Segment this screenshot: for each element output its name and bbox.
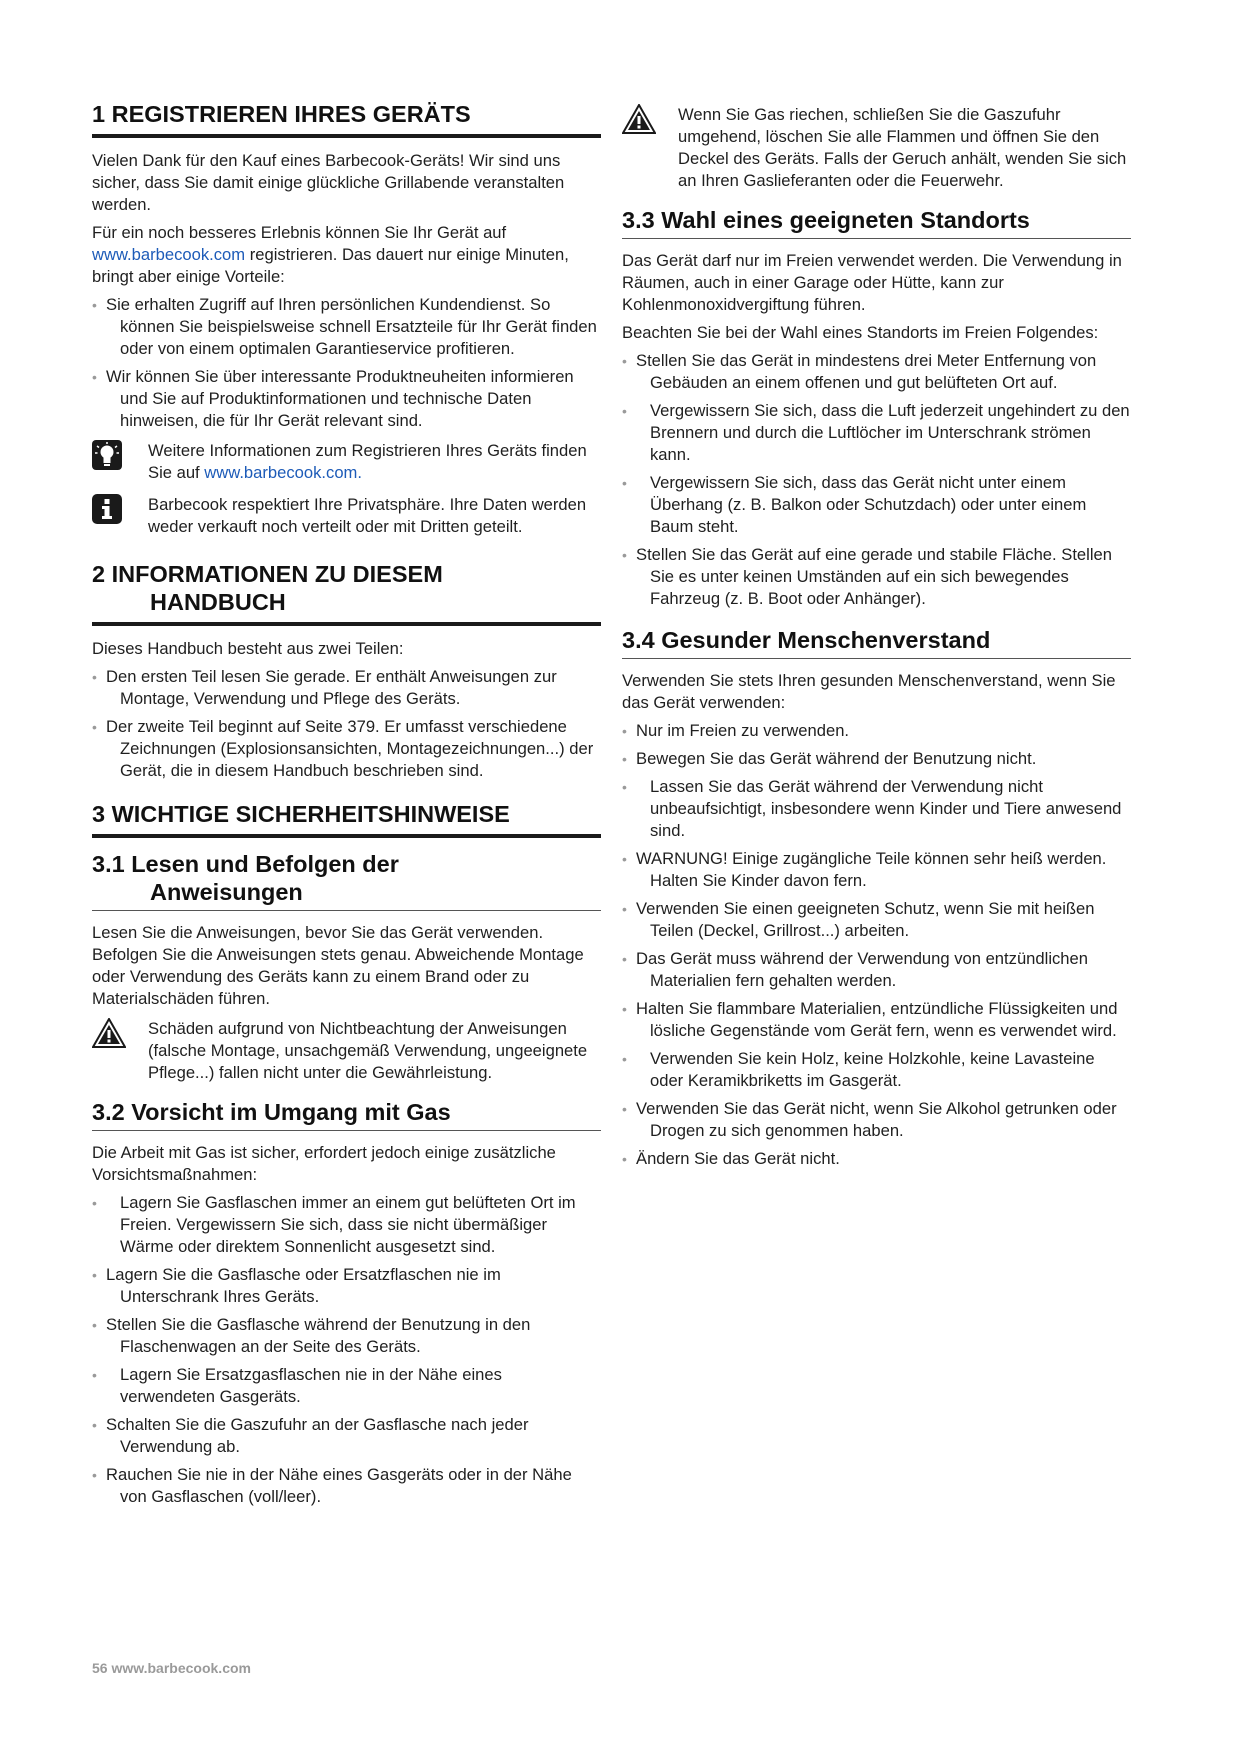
list-item: • Der zweite Teil beginnt auf Seite 379. Er umfasst verschiedene Zeichnungen (Explosionsansichten, Montagezeichnungen...) der Gerät, die in diesem Handbuch beschrieben sind. bbox=[92, 717, 594, 780]
section-3-4-paragraph: Verwenden Sie stets Ihren gesunden Menschenverstand, wenn Sie das Gerät verwenden: bbox=[622, 671, 1116, 712]
list-item: • WARNUNG! Einige zugängliche Teile können sehr heiß werden. Halten Sie Kinder davon fern. bbox=[622, 849, 1107, 890]
list-item: • Verwenden Sie einen geeigneten Schutz, wenn Sie mit heißen Teilen (Deckel, Grillrost...) arbeiten. bbox=[622, 899, 1095, 940]
register-paragraph bbox=[92, 222, 601, 288]
barbecook-link[interactable]: www.barbecook.com. bbox=[204, 463, 362, 482]
section-3-heading: 3 WICHTIGE SICHERHEITSHINWEISE bbox=[92, 801, 510, 827]
section-2-heading: 2 INFORMATIONEN ZU DIESEM HANDBUCH bbox=[92, 561, 443, 615]
list-item: • Lagern Sie Ersatzgasflaschen nie in der Nähe eines verwendeten Gasgeräts. bbox=[92, 1365, 502, 1406]
list-item: • Rauchen Sie nie in der Nähe eines Gasgeräts oder in der Nähe von Gasflaschen (voll/leer). bbox=[92, 1465, 572, 1506]
register-text: Für ein noch besseres Erlebnis können Sie Ihr Gerät auf bbox=[92, 223, 507, 242]
heading-rule bbox=[92, 910, 601, 911]
list-item: • Verwenden Sie kein Holz, keine Holzkohle, keine Lavasteine oder Keramikbriketts im Gasgerät. bbox=[622, 1049, 1095, 1090]
section-2-paragraph: Dieses Handbuch besteht aus zwei Teilen: bbox=[92, 639, 404, 658]
section-3-1-heading: 3.1 Lesen und Befolgen der Anweisungen bbox=[92, 851, 399, 905]
left-column bbox=[92, 100, 601, 1514]
section-3-3-paragraph-2: Beachten Sie bei der Wahl eines Standorts im Freien Folgendes: bbox=[622, 323, 1099, 342]
list-item: • Schalten Sie die Gaszufuhr an der Gasflasche nach jeder Verwendung ab. bbox=[92, 1415, 529, 1456]
list-item: • Lagern Sie Gasflaschen immer an einem gut belüfteten Ort im Freien. Vergewissern Sie sich, dass sie nicht übermäßiger Wärme oder direktem Sonnenlicht ausgesetzt sind. bbox=[92, 1193, 576, 1256]
warning-icon bbox=[622, 104, 656, 134]
manual-parts-list bbox=[92, 666, 601, 782]
section-3-2-heading: 3.2 Vorsicht im Umgang mit Gas bbox=[92, 1099, 451, 1125]
info-icon bbox=[92, 494, 122, 524]
list-item: • Lagern Sie die Gasflasche oder Ersatzflaschen nie im Unterschrank Ihres Geräts. bbox=[92, 1265, 501, 1306]
list-item: • Lassen Sie das Gerät während der Verwendung nicht unbeaufsichtigt, insbesondere wenn Kinder und Tiere anwesend sind. bbox=[622, 777, 1122, 840]
section-3-4-heading: 3.4 Gesunder Menschenverstand bbox=[622, 627, 991, 653]
section-3-2-paragraph: Die Arbeit mit Gas ist sicher, erfordert jedoch einige zusätzliche Vorsichtsmaßnahmen: bbox=[92, 1143, 556, 1184]
common-sense-list bbox=[622, 720, 1131, 1170]
tip-text: Weitere Informationen zum Registrieren Ihres Geräts finden Sie auf www.barbecook.com. bbox=[148, 441, 587, 482]
info-note bbox=[92, 494, 601, 538]
list-item: • Verwenden Sie das Gerät nicht, wenn Sie Alkohol getrunken oder Drogen zu sich genommen haben. bbox=[622, 1099, 1117, 1140]
section-1-heading: 1 REGISTRIEREN IHRES GERÄTS bbox=[92, 101, 471, 127]
heading-rule bbox=[92, 622, 601, 626]
list-item: • Stellen Sie das Gerät in mindestens drei Meter Entfernung von Gebäuden an einem offenen und gut belüfteten Ort auf. bbox=[622, 351, 1097, 392]
list-item: • Nur im Freien zu verwenden. bbox=[622, 721, 850, 740]
list-item: • Halten Sie flammbare Materialien, entzündliche Flüssigkeiten und lösliche Gegenstände vom Gerät fern, wenn es verwendet wird. bbox=[622, 999, 1118, 1040]
section-3-3-heading: 3.3 Wahl eines geeigneten Standorts bbox=[622, 207, 1030, 233]
heading-rule bbox=[92, 834, 601, 838]
list-item: • Stellen Sie das Gerät auf eine gerade und stabile Fläche. Stellen Sie es unter keinen Umständen auf ein sich bewegendes Fahrzeug (z. B. Boot oder Anhänger). bbox=[622, 545, 1112, 608]
register-text-end: registrieren. Das dauert nur einige Minuten, bringt aber einige Vorteile: bbox=[92, 245, 569, 286]
heading-rule bbox=[92, 1130, 601, 1131]
right-column bbox=[622, 104, 1131, 1176]
list-item: • Ändern Sie das Gerät nicht. bbox=[622, 1149, 840, 1168]
tip-note bbox=[92, 440, 601, 484]
page-footer: 56 www.barbecook.com bbox=[92, 1660, 251, 1676]
warning-note bbox=[622, 104, 1131, 192]
heading-rule bbox=[622, 238, 1131, 239]
warning-note bbox=[92, 1018, 601, 1084]
benefits-list bbox=[92, 294, 601, 432]
warning-text: Schäden aufgrund von Nichtbeachtung der Anweisungen (falsche Montage, unsachgemäß Verwendung, ungeeignete Pflege...) fallen nicht unter die Gewährleistung. bbox=[148, 1019, 588, 1082]
list-item: • Den ersten Teil lesen Sie gerade. Er enthält Anweisungen zur Montage, Verwendung und Pflege des Geräts. bbox=[92, 667, 557, 708]
info-text: Barbecook respektiert Ihre Privatsphäre. Ihre Daten werden weder verkauft noch verteilt oder mit Dritten geteilt. bbox=[148, 495, 587, 536]
section-1-paragraph: Vielen Dank für den Kauf eines Barbecook-Geräts! Wir sind uns sicher, dass Sie damit einige glückliche Grillabende veranstalten werden. bbox=[92, 151, 565, 214]
heading-rule bbox=[622, 658, 1131, 659]
location-list bbox=[622, 350, 1131, 610]
list-item: • Bewegen Sie das Gerät während der Benutzung nicht. bbox=[622, 749, 1037, 768]
list-item: • Vergewissern Sie sich, dass die Luft jederzeit ungehindert zu den Brennern und durch die Luftlöcher im Unterschrank strömen kann. bbox=[622, 401, 1130, 464]
section-3-1-paragraph: Lesen Sie die Anweisungen, bevor Sie das Gerät verwenden. Befolgen Sie die Anweisungen stets genau. Abweichende Montage oder Verwendung des Geräts kann zu einem Brand oder zu Materialschäden führen. bbox=[92, 923, 584, 1008]
gas-list bbox=[92, 1192, 601, 1508]
section-3-3-paragraph: Das Gerät darf nur im Freien verwendet werden. Die Verwendung in Räumen, auch in einer Garage oder Hütte, kann zur Kohlenmonoxidvergiftung führen. bbox=[622, 251, 1122, 314]
warning-icon bbox=[92, 1018, 126, 1048]
list-item: • Das Gerät muss während der Verwendung von entzündlichen Materialien fern gehalten werden. bbox=[622, 949, 1088, 990]
list-item: • Stellen Sie die Gasflasche während der Benutzung in den Flaschenwagen an der Seite des Geräts. bbox=[92, 1315, 531, 1356]
heading-rule bbox=[92, 134, 601, 138]
lightbulb-icon bbox=[92, 440, 122, 470]
gas-warning-text: Wenn Sie Gas riechen, schließen Sie die Gaszufuhr umgehend, löschen Sie alle Flammen und öffnen Sie den Deckel des Geräts. Falls der Geruch anhält, wenden Sie sich an Ihren Gaslieferanten oder die Feuerwehr. bbox=[678, 105, 1127, 190]
list-item: • Wir können Sie über interessante Produktneuheiten informieren und Sie auf Produktinformationen und technische Daten hinweisen, die für Ihr Gerät relevant sind. bbox=[92, 367, 574, 430]
list-item: • Sie erhalten Zugriff auf Ihren persönlichen Kundendienst. So können Sie beispielsweise schnell Ersatzteile für Ihr Gerät finden oder von einem optimalen Garantieservice profitieren. bbox=[92, 295, 597, 358]
barbecook-link[interactable]: www.barbecook.com bbox=[92, 245, 246, 264]
list-item: • Vergewissern Sie sich, dass das Gerät nicht unter einem Überhang (z. B. Balkon oder Schutzdach) oder unter einem Baum steht. bbox=[622, 473, 1087, 536]
